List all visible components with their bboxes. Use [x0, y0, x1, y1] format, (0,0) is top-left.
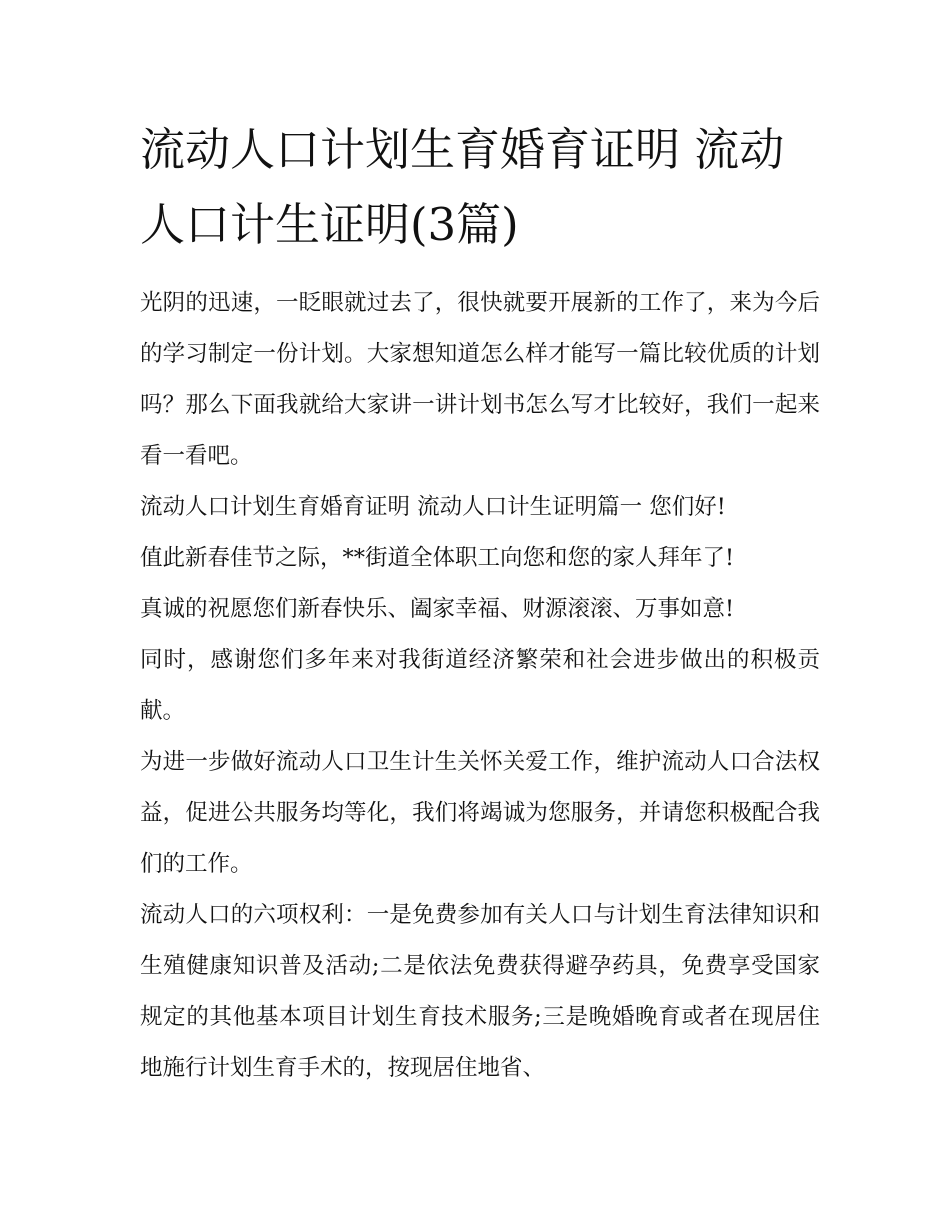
thanks-paragraph: 同时，感谢您们多年来对我街道经济繁荣和社会进步做出的积极贡献。 [140, 647, 820, 724]
document-title: 流动人口计划生育婚育证明 流动人口计生证明(3篇) [140, 123, 785, 251]
service-paragraph: 为进一步做好流动人口卫生计生关怀关爱工作，维护流动人口合法权益，促进公共服务均等化，我们将竭诚为您服务，并请您积极配合我们的工作。 [140, 749, 820, 877]
document-body [140, 278, 820, 1094]
new-year-paragraph: 值此新春佳节之际，**街道全体职工向您和您的家人拜年了! [140, 545, 735, 571]
wishes-paragraph: 真诚的祝愿您们新春快乐、阖家幸福、财源滚滚、万事如意! [140, 596, 735, 622]
intro-paragraph: 光阴的迅速，一眨眼就过去了，很快就要开展新的工作了，来为今后的学习制定一份计划。大家想知道怎么样才能写一篇比较优质的计划吗？那么下面我就给大家讲一讲计划书怎么写才比较好，我们一起来看一看吧。 [140, 290, 820, 469]
rights-paragraph: 流动人口的六项权利：一是免费参加有关人口与计划生育法律知识和生殖健康知识普及活动;二是依法免费获得避孕药具，免费享受国家规定的其他基本项目计划生育技术服务;三是晚婚晚育或者在现居住地施行计划生育手术的，按现居住地省、 [140, 902, 820, 1081]
greeting-paragraph: 流动人口计划生育婚育证明 流动人口计生证明篇一 您们好! [140, 494, 726, 520]
